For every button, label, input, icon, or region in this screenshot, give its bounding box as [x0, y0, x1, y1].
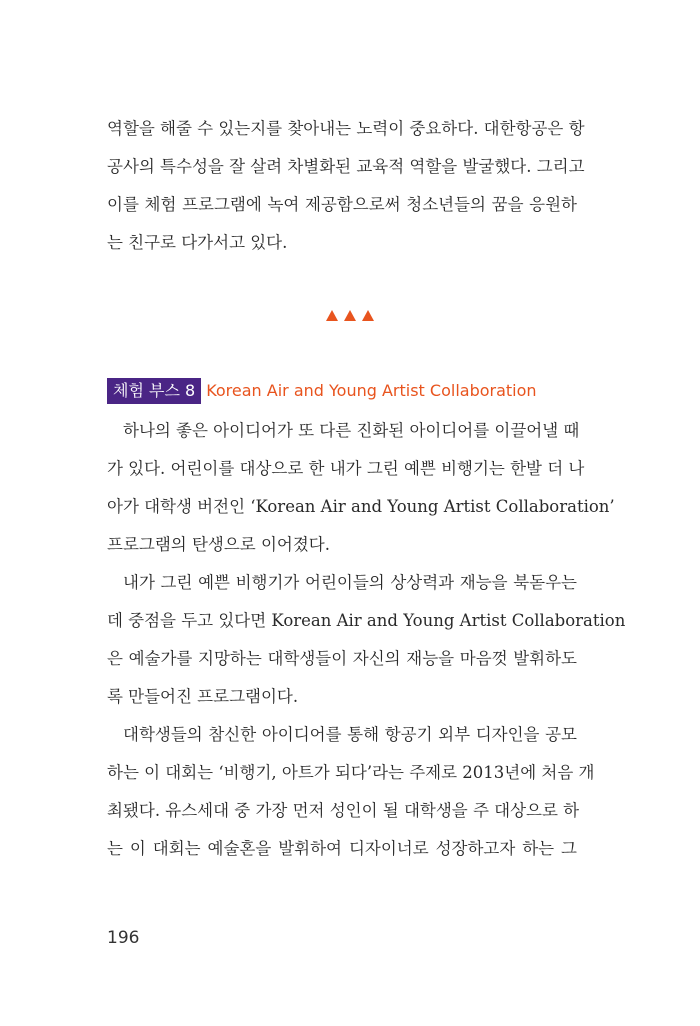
text-line: 이를 체험 프로그램에 녹여 제공함으로써 청소년들의 꿈을 응원하 — [107, 195, 577, 214]
text-line: 역할을 해줄 수 있는지를 찾아내는 노력이 중요하다. 대한항공은 항 — [107, 119, 585, 138]
text-line: 프로그램의 탄생으로 이어졌다. — [107, 535, 330, 554]
triangle-icon — [344, 310, 356, 321]
text-line: 하는 이 대회는 ‘비행기, 아트가 되다’라는 주제로 2013년에 처음 개 — [107, 763, 595, 782]
booth-badge: 체험 부스 8 — [107, 378, 201, 404]
text-line: 데 중점을 두고 있다면 Korean Air and Young Artist Collaboration — [107, 611, 626, 630]
booth-title: Korean Air and Young Artist Collaboration — [206, 381, 537, 400]
triangle-icon — [362, 310, 374, 321]
text-line: 하나의 좋은 아이디어가 또 다른 진화된 아이디어를 이끌어낼 때 — [123, 421, 580, 440]
text-line: 가 있다. 어린이를 대상으로 한 내가 그린 예쁜 비행기는 한발 더 나 — [107, 459, 585, 478]
paragraph — [107, 564, 626, 716]
text-line: 아가 대학생 버전인 ‘Korean Air and Young Artist Collaboration’ — [107, 497, 615, 516]
text-line: 공사의 특수성을 잘 살려 차별화된 교육적 역할을 발굴했다. 그리고 — [107, 157, 585, 176]
triangle-icon — [326, 310, 338, 321]
body-text — [107, 412, 626, 868]
text-line: 내가 그린 예쁜 비행기가 어린이들의 상상력과 재능을 북돋우는 — [123, 573, 577, 592]
section-heading — [107, 378, 537, 404]
text-line: 는 이 대회는 예술혼을 발휘하여 디자이너로 성장하고자 하는 그 — [107, 839, 577, 858]
intro-paragraph — [107, 110, 585, 262]
text-line: 대학생들의 참신한 아이디어를 통해 항공기 외부 디자인을 공모 — [123, 725, 577, 744]
text-line: 최됐다. 유스세대 중 가장 먼저 성인이 될 대학생을 주 대상으로 하 — [107, 801, 580, 820]
paragraph — [107, 716, 595, 868]
text-line: 록 만들어진 프로그램이다. — [107, 687, 299, 706]
text-line: 는 친구로 다가서고 있다. — [107, 233, 288, 252]
text-line: 은 예술가를 지망하는 대학생들이 자신의 재능을 마음껏 발휘하도 — [107, 649, 577, 668]
section-divider — [0, 306, 700, 330]
page-number: 196 — [107, 928, 140, 948]
paragraph — [107, 412, 615, 564]
